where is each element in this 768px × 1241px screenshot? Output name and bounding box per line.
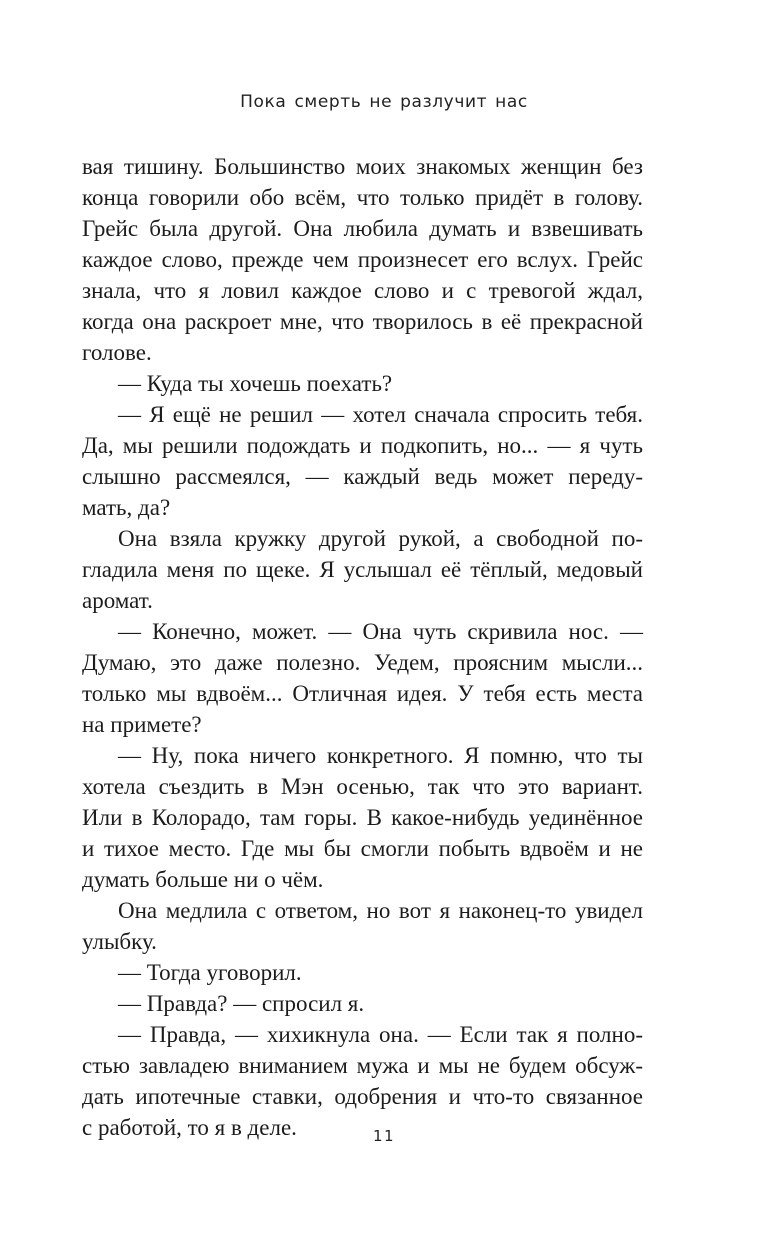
text-line: Грейс была другой. Она любила думать и взвешивать (82, 216, 643, 241)
text-line: и тихое место. Где мы бы смогли побыть вдвоём и не (82, 836, 643, 861)
text-line: — Я ещё не решил — хотел сначала спросить тебя. (118, 402, 643, 427)
text-line: знала, что я ловил каждое слово и с тревогой ждал, (82, 278, 643, 303)
text-line: стью завладею вниманием мужа и мы не будем обсуж- (82, 1053, 643, 1078)
text-line: — Конечно, может. — Она чуть скривила нос. — (118, 619, 643, 644)
text-line: — Правда, — хихикнула она. — Если так я полно- (118, 1022, 643, 1047)
text-line: мать, да? (82, 495, 171, 520)
page-number: 11 (372, 1127, 396, 1145)
text-line: Она медлила с ответом, но вот я наконец-то увидел (118, 898, 643, 923)
text-line: гладила меня по щеке. Я услышал её тёплый, медовый (82, 557, 643, 582)
text-line: Думаю, это даже полезно. Уедем, проясним мысли... (82, 650, 643, 675)
text-line: Или в Колорадо, там горы. В какое-нибудь уединённое (82, 805, 643, 830)
text-line: хотела съездить в Мэн осенью, так что это вариант. (82, 774, 643, 799)
body-text (82, 151, 643, 1143)
text-line: — Куда ты хочешь поехать? (118, 371, 393, 396)
running-header: Пока смерть не разлучит нас (240, 92, 528, 112)
text-line: слышно рассмеялся, — каждый ведь может переду- (82, 464, 643, 489)
text-line: думать больше ни о чём. (82, 867, 324, 892)
text-line: — Тогда уговорил. (118, 960, 302, 985)
text-line: когда она раскроет мне, что творилось в её прекрасной (82, 309, 643, 334)
text-line: улыбку. (82, 929, 157, 954)
text-line: аромат. (82, 588, 153, 613)
text-line: конца говорили обо всём, что только придёт в голову. (82, 185, 643, 210)
text-line: голове. (82, 340, 152, 365)
text-line: на примете? (82, 712, 202, 737)
text-line: — Ну, пока ничего конкретного. Я помню, что ты (118, 743, 643, 768)
text-line: Да, мы решили подождать и подкопить, но... — я чуть (82, 433, 643, 458)
text-line: Она взяла кружку другой рукой, а свободной по- (118, 526, 643, 551)
text-line: — Правда? — спросил я. (118, 991, 365, 1016)
text-line: с работой, то я в деле. (82, 1115, 297, 1140)
text-line: вая тишину. Большинство моих знакомых женщин без (82, 154, 643, 179)
text-line: только мы вдвоём... Отличная идея. У тебя есть места (82, 681, 643, 706)
text-line: дать ипотечные ставки, одобрения и что-то связанное (82, 1084, 643, 1109)
text-line: каждое слово, прежде чем произнесет его вслух. Грейс (82, 247, 643, 272)
